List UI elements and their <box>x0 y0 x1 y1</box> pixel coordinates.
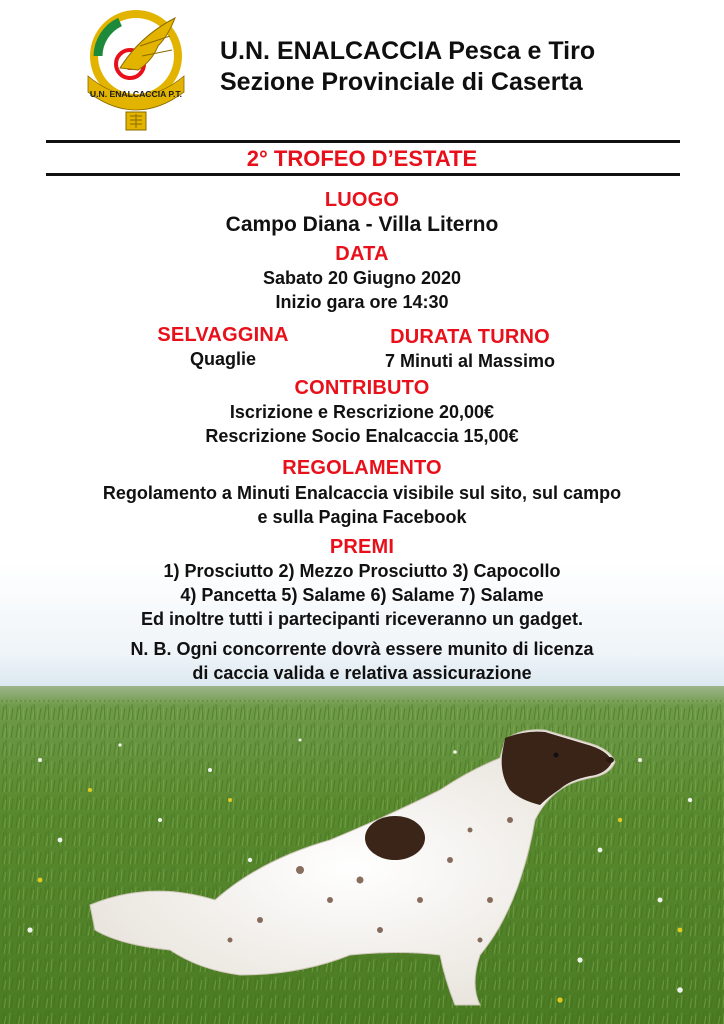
premi-line-2: 4) Pancetta 5) Salame 6) Salame 7) Salame <box>180 585 544 605</box>
durata-value: 7 Minuti al Massimo <box>384 351 556 371</box>
top-divider <box>46 140 680 143</box>
luogo-value: Campo Diana - Villa Literno <box>225 213 499 236</box>
nota-line-1: N. B. Ogni concorrente dovrà essere munito di licenza <box>130 639 594 659</box>
regolamento-line-2: e sulla Pagina Facebook <box>257 507 467 527</box>
data-time: Inizio gara ore 14:30 <box>275 292 449 312</box>
nota-line-2: di caccia valida e relativa assicurazione <box>192 663 532 683</box>
contributo-label: CONTRIBUTO <box>294 377 430 399</box>
premi-label: PREMI <box>329 536 395 558</box>
contributo-line-1: Iscrizione e Rescrizione 20,00€ <box>229 402 495 422</box>
selvaggina-label: SELVAGGINA <box>157 324 289 346</box>
bottom-divider <box>46 173 680 176</box>
enalcaccia-logo <box>80 6 192 134</box>
org-name: U.N. ENALCACCIA Pesca e Tiro <box>220 37 596 65</box>
event-title: 2° TROFEO D’ESTATE <box>246 146 478 171</box>
regolamento-line-1: Regolamento a Minuti Enalcaccia visibile sul sito, sul campo <box>102 483 622 503</box>
org-section: Sezione Provinciale di Caserta <box>220 68 583 96</box>
contributo-line-2: Rescrizione Socio Enalcaccia 15,00€ <box>205 426 519 446</box>
luogo-label: LUOGO <box>324 189 400 211</box>
data-date: Sabato 20 Giugno 2020 <box>262 268 462 288</box>
premi-line-3: Ed inoltre tutti i partecipanti riceveranno un gadget. <box>140 609 584 629</box>
data-label: DATA <box>335 243 389 265</box>
selvaggina-value: Quaglie <box>189 349 256 369</box>
logo-text: U.N. ENALCACCIA P.T. <box>89 89 183 99</box>
regolamento-label: REGOLAMENTO <box>282 457 442 479</box>
durata-label: DURATA TURNO <box>390 326 550 348</box>
premi-line-1: 1) Prosciutto 2) Mezzo Prosciutto 3) Capocollo <box>163 561 561 581</box>
